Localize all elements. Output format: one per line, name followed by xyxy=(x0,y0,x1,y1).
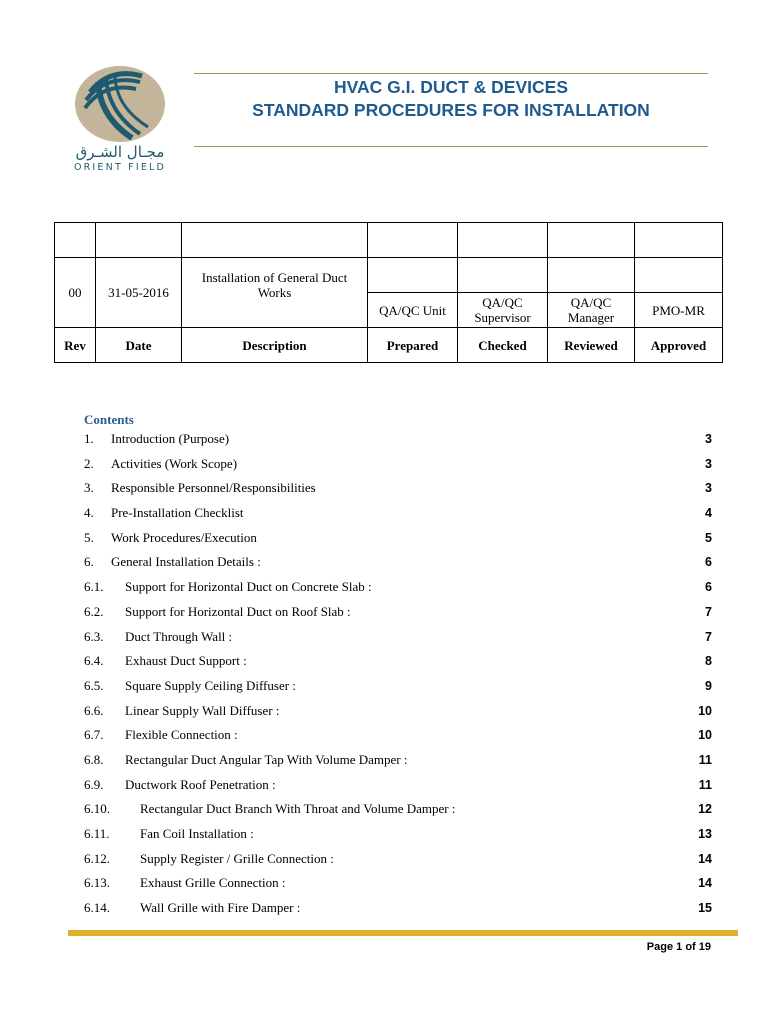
reviewed-value: QA/QC Manager xyxy=(548,293,635,328)
toc-entry-page: 15 xyxy=(698,901,712,916)
logo-text: ORIENT FIELD xyxy=(73,162,167,173)
header-reviewed: Reviewed xyxy=(548,328,635,363)
toc-entry-title: Wall Grille with Fire Damper : xyxy=(140,900,301,916)
toc-entry-number: 6.1. xyxy=(84,579,104,595)
toc-entry-page: 3 xyxy=(705,432,712,446)
header-prepared: Prepared xyxy=(368,328,458,363)
toc-entry-number: 3. xyxy=(84,480,94,496)
toc-entry[interactable] xyxy=(84,575,712,600)
toc-entry-title: Rectangular Duct Angular Tap With Volume Damper : xyxy=(125,751,408,767)
header-checked: Checked xyxy=(458,328,548,363)
toc-entry-title: Square Supply Ceiling Diffuser : xyxy=(125,677,296,693)
table-cell xyxy=(182,223,368,258)
table-cell xyxy=(458,223,548,258)
header-top-rule xyxy=(194,73,708,74)
toc-entry[interactable] xyxy=(84,526,712,551)
toc-entry[interactable] xyxy=(84,847,712,872)
toc-entry-page: 11 xyxy=(698,777,712,792)
toc-entry[interactable] xyxy=(84,476,712,501)
toc-entry-number: 6.14. xyxy=(84,900,110,916)
toc-entry-number: 6. xyxy=(84,554,94,570)
toc-entry-title: Ductwork Roof Penetration : xyxy=(125,776,276,792)
description-value: Installation of General Duct Works xyxy=(182,258,368,328)
toc-entry-page: 13 xyxy=(698,827,712,841)
toc-entry-page: 5 xyxy=(705,530,712,545)
toc-entry-title: Support for Horizontal Duct on Concrete Slab : xyxy=(125,579,372,595)
checked-value: QA/QC Supervisor xyxy=(458,293,548,328)
toc-entry-page: 3 xyxy=(705,456,712,471)
toc-entry-number: 6.12. xyxy=(84,850,110,866)
toc-entry-page: 9 xyxy=(705,678,712,693)
toc-entry-page: 14 xyxy=(698,876,712,891)
toc-entry-number: 6.8. xyxy=(84,751,104,767)
toc-entry[interactable] xyxy=(84,501,712,526)
table-cell xyxy=(548,223,635,258)
signature-cell xyxy=(548,258,635,293)
toc-entry-title: Work Procedures/Execution xyxy=(111,529,257,545)
toc-entry-number: 6.7. xyxy=(84,727,104,743)
toc-entry-title: Responsible Personnel/Responsibilities xyxy=(111,480,316,496)
toc-entry[interactable] xyxy=(84,699,712,724)
toc-entry-title: Support for Horizontal Duct on Roof Slab : xyxy=(125,603,351,619)
toc-entry-number: 4. xyxy=(84,505,94,521)
toc-entry-number: 6.4. xyxy=(84,653,104,669)
toc-entry-number: 6.3. xyxy=(84,628,104,644)
toc-entry-number: 6.6. xyxy=(84,702,104,718)
revision-table xyxy=(54,222,723,363)
header-bottom-rule xyxy=(194,146,708,147)
toc-entry-page: 6 xyxy=(705,555,712,570)
prepared-value: QA/QC Unit xyxy=(368,293,458,328)
toc-entry-title: Flexible Connection : xyxy=(125,727,238,743)
toc-entry-number: 6.13. xyxy=(84,875,110,891)
toc-entry-number: 5. xyxy=(84,529,94,545)
company-logo xyxy=(70,62,170,177)
toc-entry-number: 6.9. xyxy=(84,776,104,792)
toc-entry-page: 6 xyxy=(705,580,712,595)
toc-entry-title: Supply Register / Grille Connection : xyxy=(140,850,334,866)
toc-entry-number: 1. xyxy=(84,431,94,446)
toc-entry[interactable] xyxy=(84,600,712,625)
table-of-contents xyxy=(84,427,712,921)
toc-entry-page: 12 xyxy=(698,802,712,817)
header-approved: Approved xyxy=(635,328,723,363)
footer-bar xyxy=(68,930,738,936)
table-cell xyxy=(368,223,458,258)
date-value: 31-05-2016 xyxy=(96,258,182,328)
toc-entry[interactable] xyxy=(84,550,712,575)
toc-entry-title: Pre-Installation Checklist xyxy=(111,505,244,521)
table-cell xyxy=(55,223,96,258)
table-cell xyxy=(635,223,723,258)
toc-entry-title: Exhaust Duct Support : xyxy=(125,653,247,669)
table-row xyxy=(55,223,723,258)
toc-entry-title: Introduction (Purpose) xyxy=(111,431,230,446)
toc-entry-number: 6.5. xyxy=(84,677,104,693)
rev-value: 00 xyxy=(55,258,96,328)
header-rev: Rev xyxy=(55,328,96,363)
toc-entry-page: 4 xyxy=(705,506,712,521)
table-row xyxy=(55,258,723,293)
toc-entry[interactable] xyxy=(84,773,712,798)
table-header-row xyxy=(55,328,723,363)
toc-entry-page: 14 xyxy=(698,851,712,866)
toc-entry[interactable] xyxy=(84,649,712,674)
toc-entry[interactable] xyxy=(84,871,712,896)
signature-cell xyxy=(458,258,548,293)
toc-entry-title: Rectangular Duct Branch With Throat and Volume Damper : xyxy=(140,801,456,817)
signature-cell xyxy=(368,258,458,293)
toc-entry-number: 6.10. xyxy=(84,801,110,817)
toc-entry-title: Duct Through Wall : xyxy=(125,628,233,644)
toc-entry-page: 7 xyxy=(705,604,712,619)
toc-entry-title: Fan Coil Installation : xyxy=(140,826,254,841)
toc-entry-page: 11 xyxy=(698,752,712,767)
toc-entry[interactable] xyxy=(84,427,712,452)
toc-entry[interactable] xyxy=(84,674,712,699)
toc-entry[interactable] xyxy=(84,625,712,650)
signature-cell xyxy=(635,258,723,293)
header-description: Description xyxy=(182,328,368,363)
toc-entry[interactable] xyxy=(84,452,712,477)
toc-entry-page: 10 xyxy=(698,728,712,743)
header-date: Date xyxy=(96,328,182,363)
logo-emblem-icon xyxy=(70,62,170,144)
toc-entry[interactable] xyxy=(84,748,712,773)
toc-entry-number: 2. xyxy=(84,455,94,471)
page-number: Page 1 of 19 xyxy=(646,941,711,953)
toc-entry-title: Exhaust Grille Connection : xyxy=(140,875,286,891)
toc-entry-page: 8 xyxy=(705,654,712,669)
document-title-line2: STANDARD PROCEDURES FOR INSTALLATION xyxy=(252,100,650,120)
approved-value: PMO-MR xyxy=(635,293,723,328)
toc-entry[interactable] xyxy=(84,797,712,822)
toc-entry-number: 6.2. xyxy=(84,603,104,619)
contents-heading: Contents xyxy=(84,412,134,427)
document-title-line1: HVAC G.I. DUCT & DEVICES xyxy=(333,77,568,97)
table-cell xyxy=(96,223,182,258)
toc-entry-page: 3 xyxy=(705,481,712,496)
toc-entry[interactable] xyxy=(84,896,712,921)
toc-entry-page: 7 xyxy=(705,629,712,644)
toc-entry-page: 10 xyxy=(698,703,712,718)
toc-entry-title: Linear Supply Wall Diffuser : xyxy=(125,702,280,718)
toc-entry-number: 6.11. xyxy=(84,826,110,841)
toc-entry[interactable] xyxy=(84,723,712,748)
toc-entry[interactable] xyxy=(84,822,712,847)
logo-arabic-text: مجـال الشـرق xyxy=(75,143,165,161)
toc-entry-title: General Installation Details : xyxy=(111,554,261,570)
toc-entry-title: Activities (Work Scope) xyxy=(111,455,238,471)
